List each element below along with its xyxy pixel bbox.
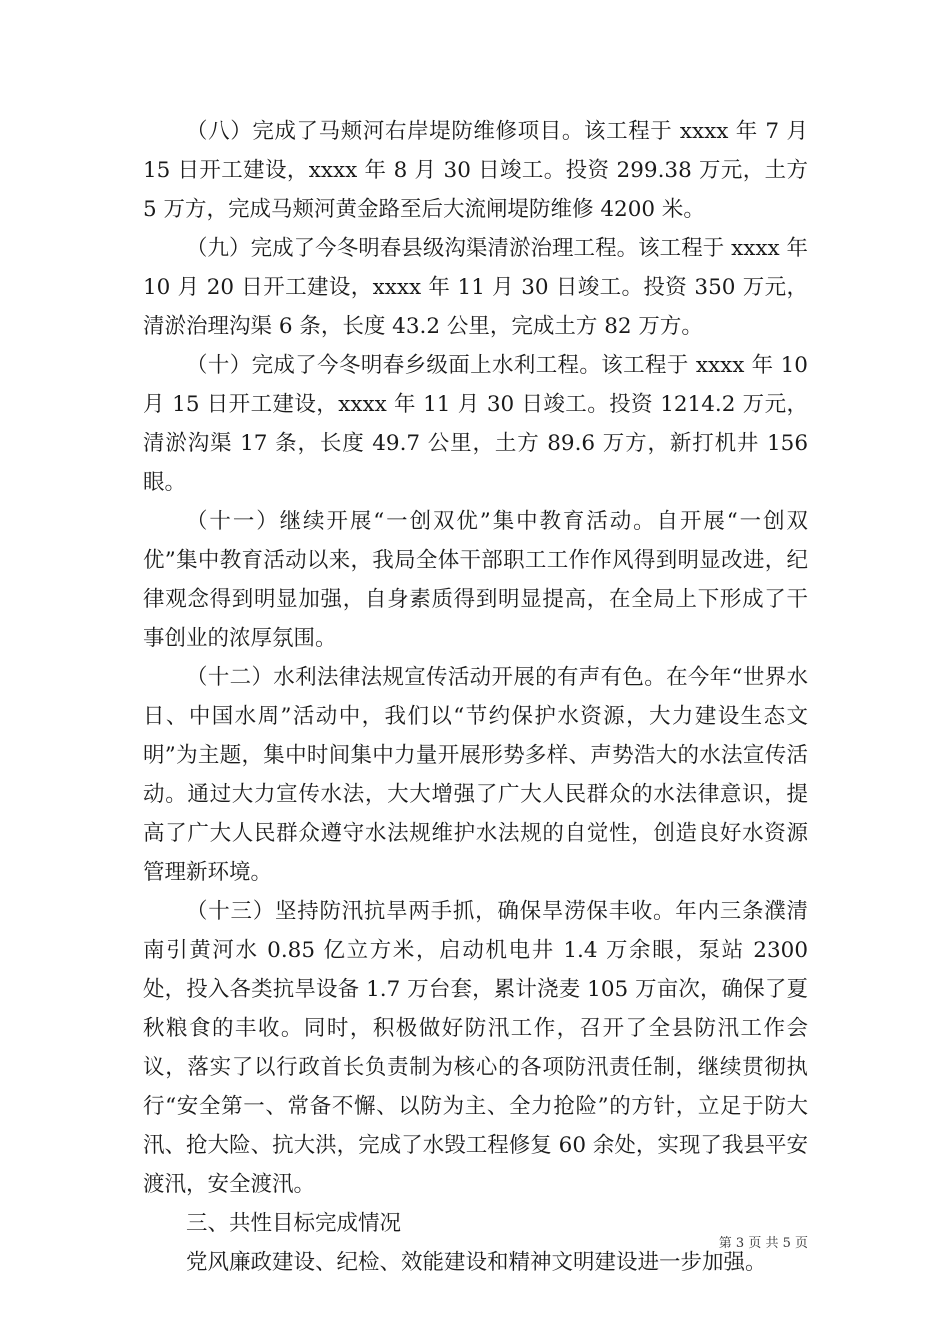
page-number-footer: 第 3 页 共 5 页 [718,1236,808,1251]
paragraph-13: （十三）坚持防汛抗旱两手抓，确保旱涝保丰收。年内三条濮清南引黄河水 0.85 亿立方米，启动机电井 1.4 万余眼，泵站 2300 处，投入各类抗旱设备 1.7 万台套，累计浇麦 105 万亩次，确保了夏秋粮食的丰收。同时，积极做好防汛工作，召开了全县防汛工作会议，落实了以行政首长负责制为核心的各项防汛责任制，继续贯彻执行“安全第一、常备不懈、以防为主、全力抢险”的方针，立足于防大汛、抢大险、抗大洪，完成了水毁工程修复 60 余处，实现了我县平安渡汛，安全渡汛。 [143,899,808,1197]
paragraph-8: （八）完成了马颊河右岸堤防维修项目。该工程于 xxxx 年 7 月 15 日开工建设，xxxx 年 8 月 30 日竣工。投资 299.38 万元，土方 5 万方，完成马颊河黄金路至后大流闸堤防维修 4200 米。 [143,119,808,222]
paragraph-12: （十二）水利法律法规宣传活动开展的有声有色。在今年“世界水日、中国水周”活动中，我们以“节约保护水资源，大力建设生态文明”为主题，集中时间集中力量开展形势多样、声势浩大的水法宣传活动。通过大力宣传水法，大大增强了广大人民群众的水法律意识，提高了广大人民群众遵守水法规维护水法规的自觉性，创造良好水资源管理新环境。 [143,665,808,885]
paragraph-10: （十）完成了今冬明春乡级面上水利工程。该工程于 xxxx 年 10 月 15 日开工建设，xxxx 年 11 月 30 日竣工。投资 1214.2 万元，清淤沟渠 17 条，长度 49.7 公里，土方 89.6 万方，新打机井 156 眼。 [143,353,808,495]
section-heading: 三、共性目标完成情况 [186,1211,402,1236]
document-body [143,112,808,1282]
paragraph-9: （九）完成了今冬明春县级沟渠清淤治理工程。该工程于 xxxx 年 10 月 20 日开工建设，xxxx 年 11 月 30 日竣工。投资 350 万元，清淤治理沟渠 6 条，长度 43.2 公里，完成土方 82 万方。 [143,236,808,339]
paragraph-11: （十一）继续开展“一创双优”集中教育活动。自开展“一创双优”集中教育活动以来，我局全体干部职工工作作风得到明显改进，纪律观念得到明显加强，自身素质得到明显提高，在全局上下形成了干事创业的浓厚氛围。 [143,509,808,651]
closing-paragraph: 党风廉政建设、纪检、效能建设和精神文明建设进一步加强。 [186,1250,767,1275]
